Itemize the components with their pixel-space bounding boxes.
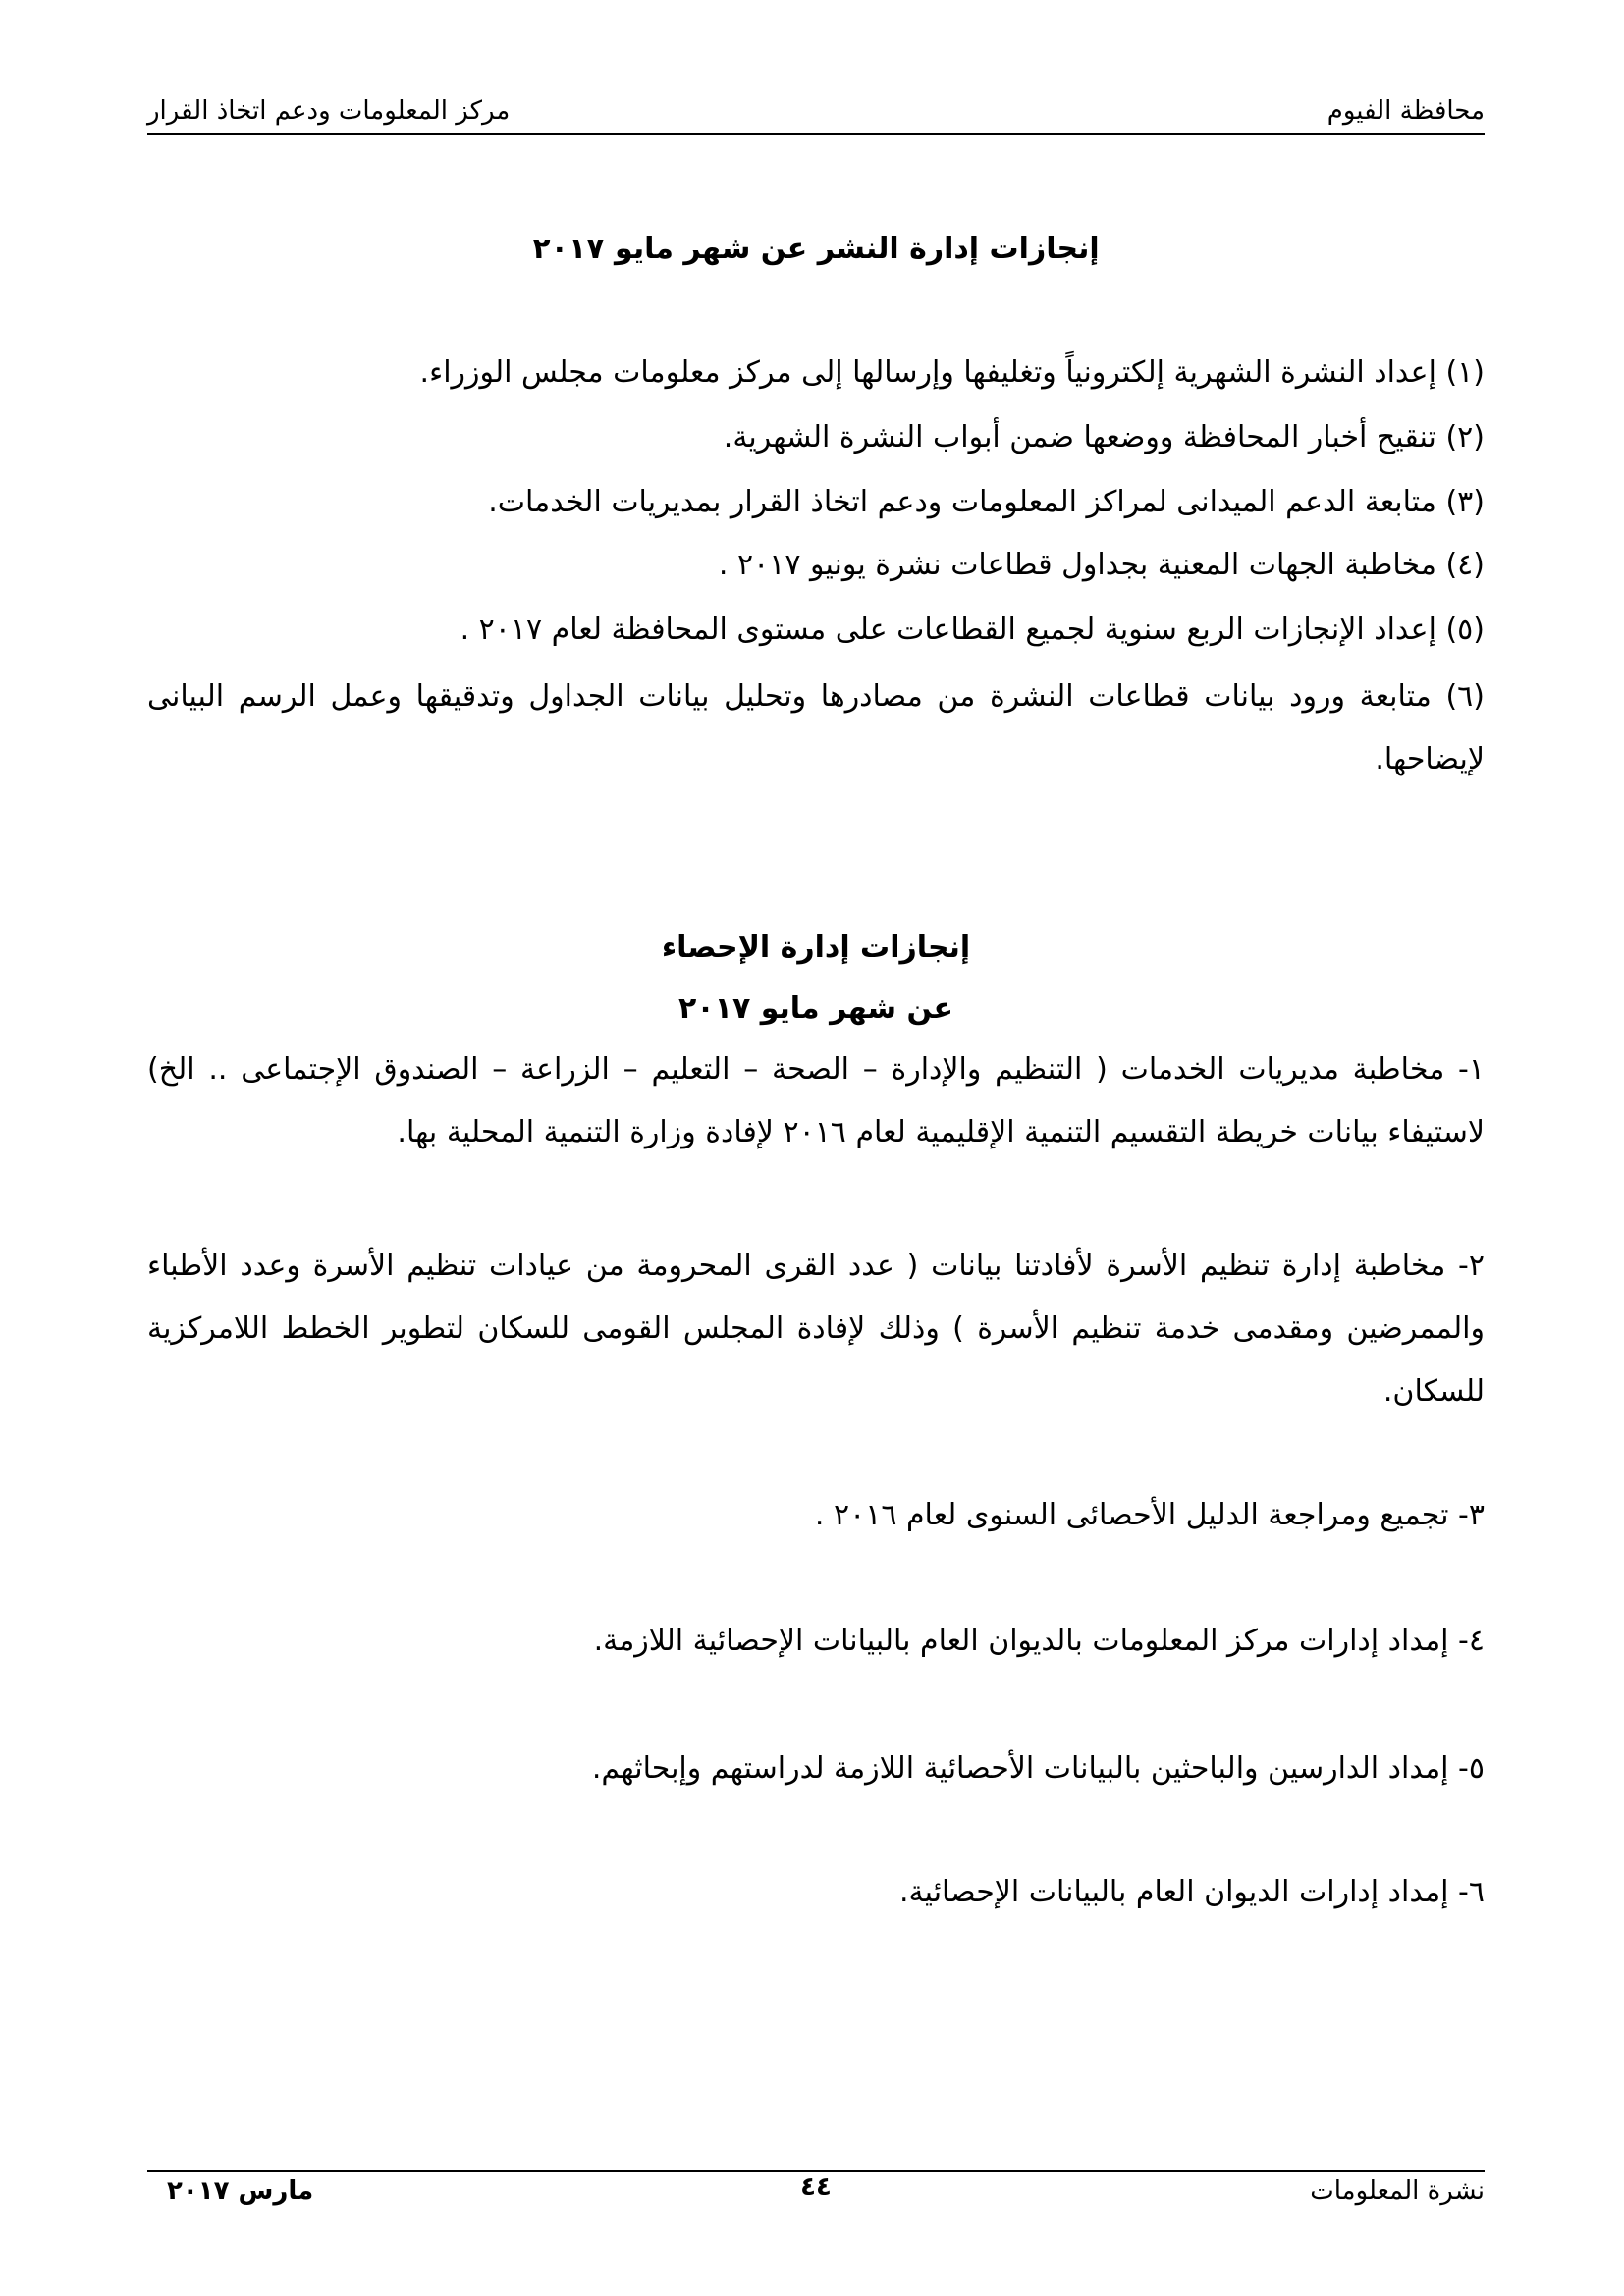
section2-item-5: ٥- إمداد الدارسين والباحثين بالبيانات الأحصائية اللازمة لدراستهم وإبحاثهم. (591, 1751, 1485, 1786)
section1-item-5: (٥) إعداد الإنجازات الربع سنوية لجميع القطاعات على مستوى المحافظة لعام ٢٠١٧ . (460, 613, 1485, 647)
footer-publication-name: نشرة المعلومات (1310, 2176, 1485, 2206)
header-governorate: محافظة الفيوم (1326, 96, 1485, 126)
section2-item-6: ٦- إمداد إدارات الديوان العام بالبيانات الإحصائية. (899, 1875, 1485, 1909)
section2-item-2: ٢- مخاطبة إدارة تنظيم الأسرة لأفادتنا بيانات ( عدد القرى المحرومة من عيادات تنظيم الأسرة وعدد الأطباء والممرضين ومقدمى خدمة تنظيم الأسرة ) وذلك لإفادة المجلس القومى للسكان لتطوير الخطط اللامركزية للسكان. (147, 1249, 1485, 1409)
section2-title: إنجازات إدارة الإحصاء (661, 931, 971, 965)
section2-subtitle: عن شهر مايو ٢٠١٧ (678, 991, 953, 1026)
header-center-name: مركز المعلومات ودعم اتخاذ القرار (147, 96, 511, 126)
page-number: ٤٤ (800, 2172, 832, 2202)
section1-item-4: (٤) مخاطبة الجهات المعنية بجداول قطاعات نشرة يونيو ٢٠١٧ . (718, 548, 1485, 582)
page-header (147, 90, 1485, 135)
section1-title: إنجازات إدارة النشر عن شهر مايو ٢٠١٧ (532, 232, 1100, 266)
section1-item-2: (٢) تنقيح أخبار المحافظة ووضعها ضمن أبواب النشرة الشهرية. (723, 420, 1485, 454)
page-footer (147, 2170, 1485, 2221)
section1-item-6: (٦) متابعة ورود بيانات قطاعات النشرة من مصادرها وتحليل بيانات الجداول وتدقيقها وعمل الرسم البيانى لإيضاحها. (147, 679, 1485, 776)
section1-item-1: (١) إعداد النشرة الشهرية إلكترونياً وتغليفها وإرسالها إلى مركز معلومات مجلس الوزراء. (419, 355, 1485, 390)
section2-item-4: ٤- إمداد إدارات مركز المعلومات بالديوان العام بالبيانات الإحصائية اللازمة. (593, 1624, 1485, 1658)
section1-item-3: (٣) متابعة الدعم الميدانى لمراكز المعلومات ودعم اتخاذ القرار بمديريات الخدمات. (488, 485, 1485, 519)
section2-item-1: ١- مخاطبة مديريات الخدمات ( التنظيم والإدارة – الصحة – التعليم – الزراعة – الصندوق الإجتماعى .. الخ) لاستيفاء بيانات خريطة التقسيم التنمية الإقليمية لعام ٢٠١٦ لإفادة وزارة التنمية المحلية بها. (147, 1052, 1485, 1149)
section2-item-3: ٣- تجميع ومراجعة الدليل الأحصائى السنوى لعام ٢٠١٦ . (814, 1498, 1485, 1532)
footer-issue-date: مارس ٢٠١٧ (167, 2176, 314, 2206)
